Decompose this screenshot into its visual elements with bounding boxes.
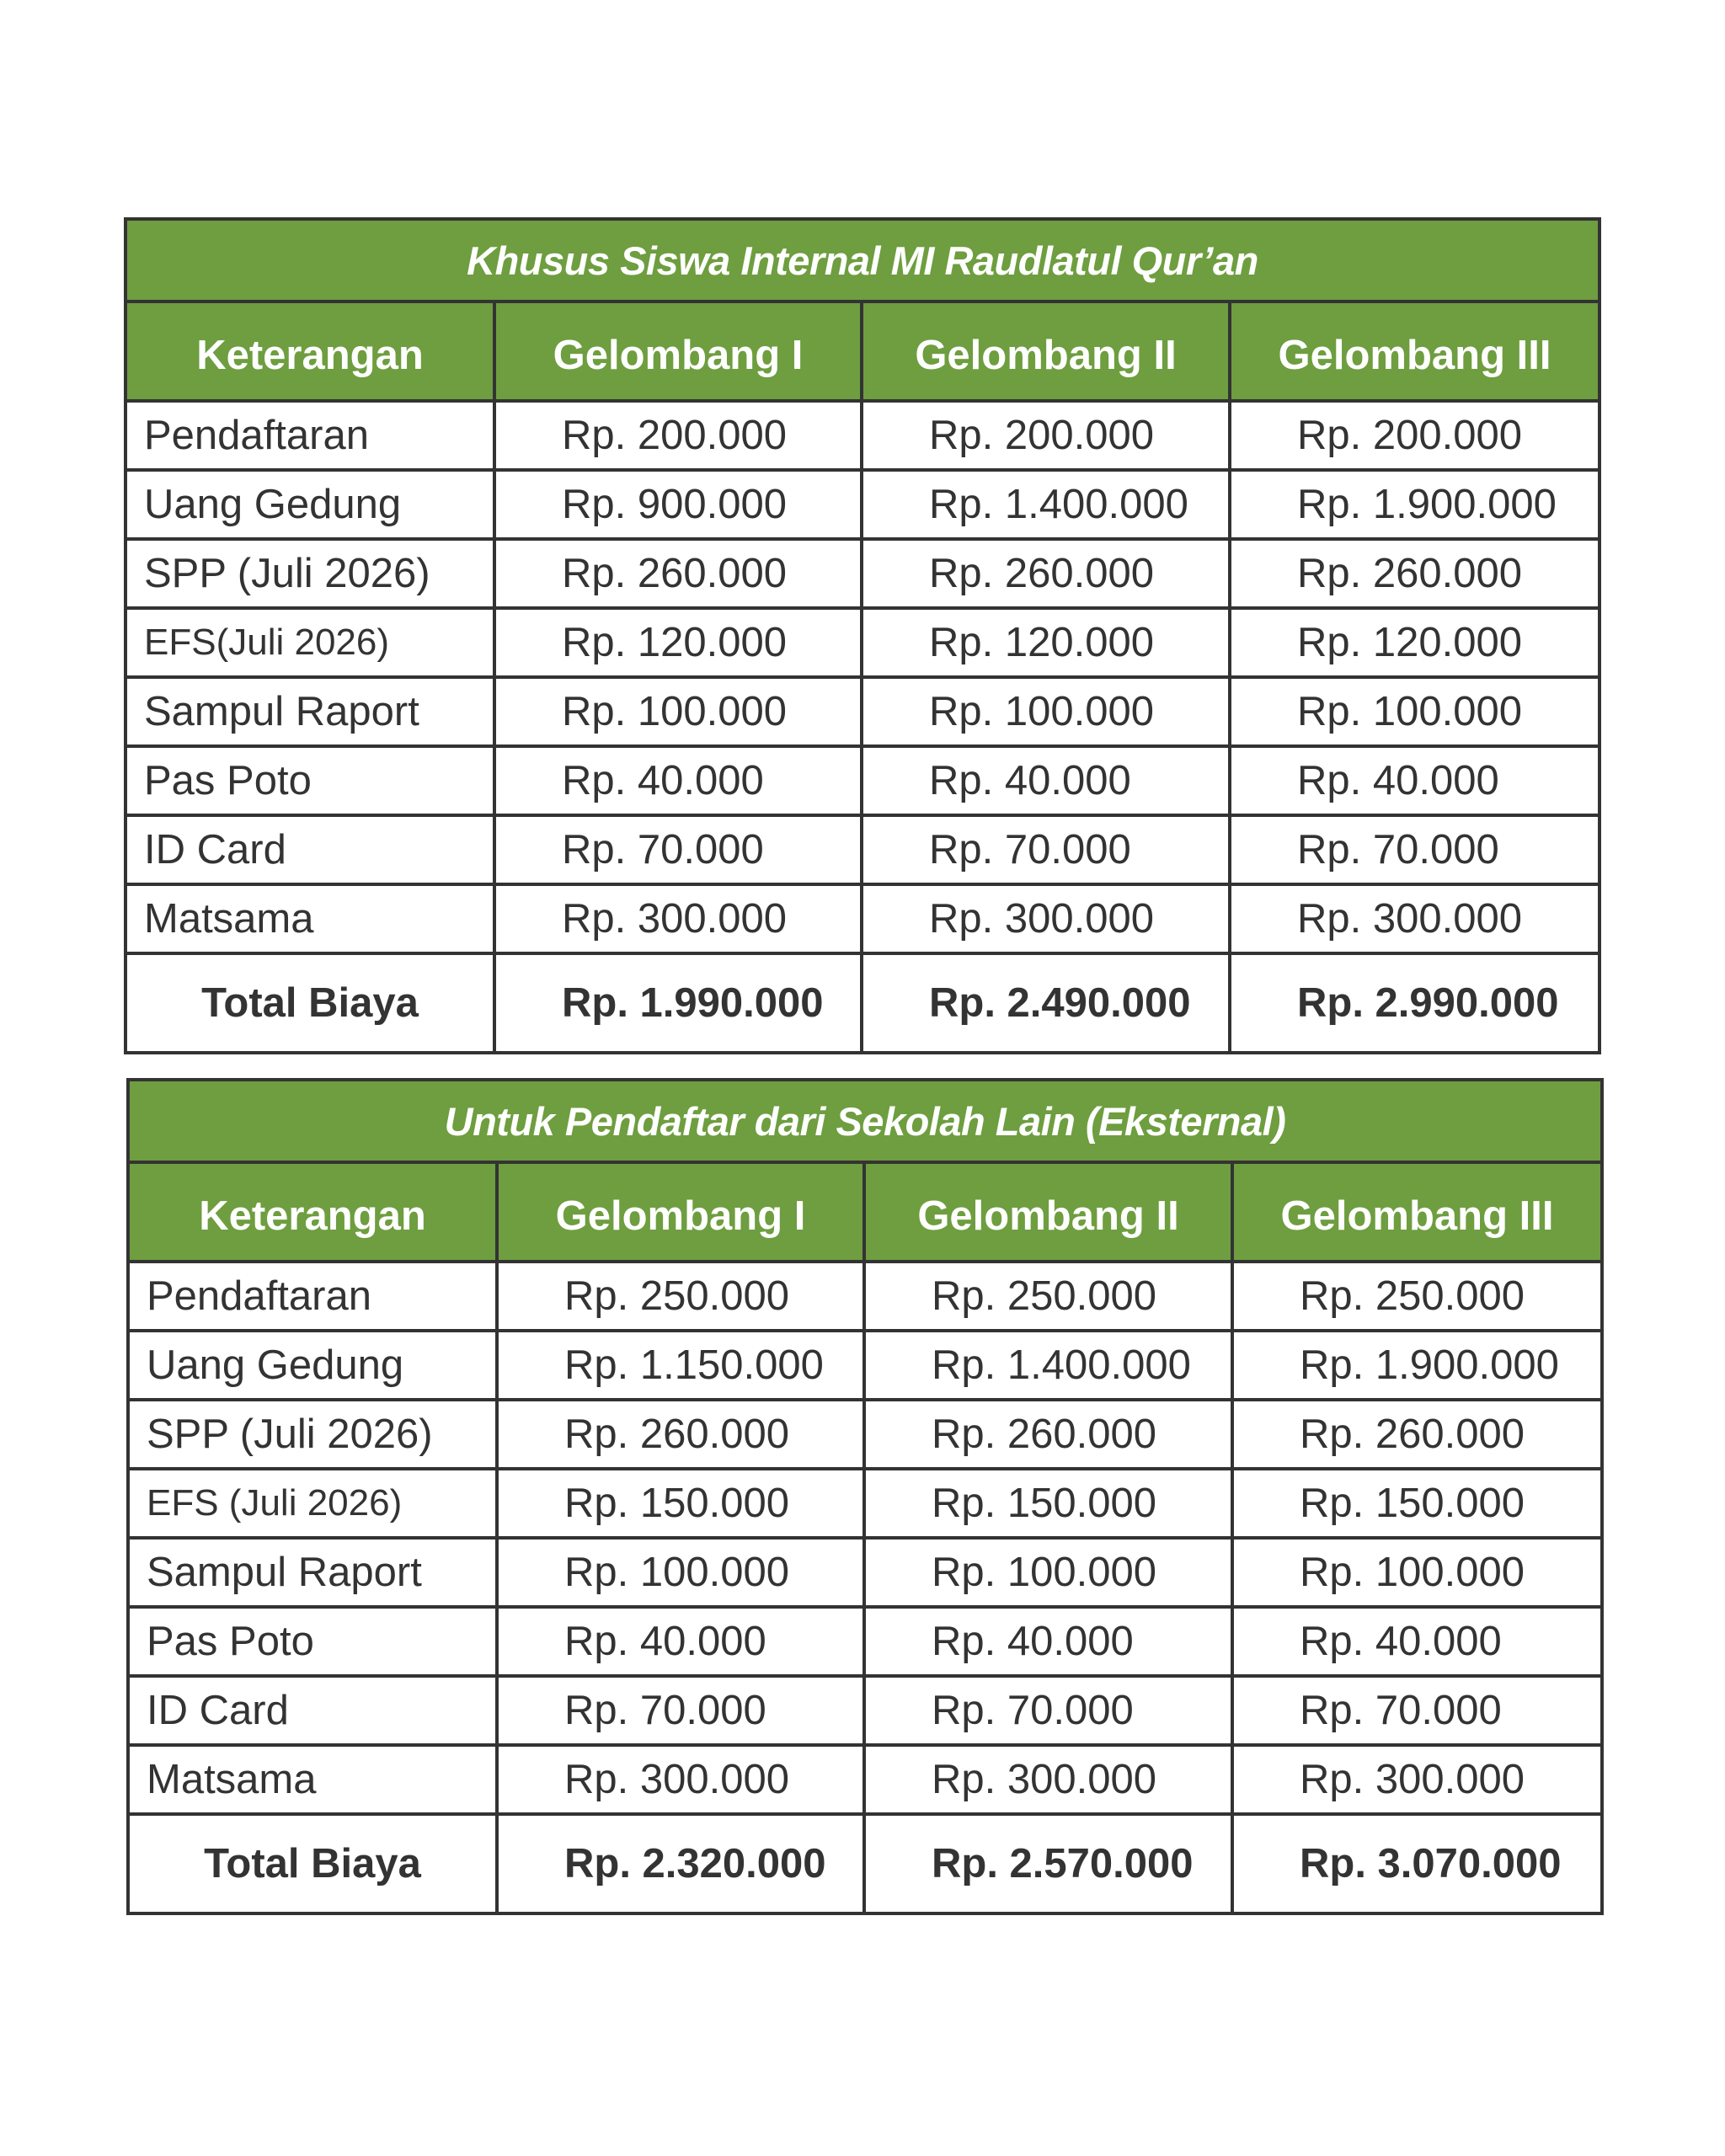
row-label: EFS(Juli 2026) [126,608,494,677]
row-label: SPP (Juli 2026) [128,1400,497,1469]
fee-cell: Rp. 100.000 [494,677,862,746]
fee-cell: Rp. 100.000 [862,677,1230,746]
fee-cell: Rp. 1.150.000 [497,1331,864,1400]
fee-cell: Rp. 200.000 [1230,401,1599,470]
fee-cell: Rp. 300.000 [497,1745,864,1814]
fee-cell: Rp. 900.000 [494,470,862,539]
fee-cell: Rp. 70.000 [497,1676,864,1745]
fee-cell: Rp. 150.000 [497,1469,864,1538]
column-header-gelombang-1: Gelombang I [494,302,862,401]
fee-cell: Rp. 120.000 [862,608,1230,677]
fee-cell: Rp. 150.000 [864,1469,1232,1538]
row-label: Pas Poto [128,1607,497,1676]
total-row [126,953,1599,1053]
table-row [126,677,1599,746]
fee-cell: Rp. 260.000 [864,1400,1232,1469]
total-cell: Rp. 2.990.000 [1230,953,1599,1053]
column-header-keterangan: Keterangan [126,302,494,401]
row-label: Pas Poto [126,746,494,815]
fee-cell: Rp. 260.000 [497,1400,864,1469]
column-header-gelombang-2: Gelombang II [862,302,1230,401]
table-title-row [128,1080,1602,1162]
fee-cell: Rp. 300.000 [1230,884,1599,953]
table-row [128,1676,1602,1745]
total-cell: Rp. 1.990.000 [494,953,862,1053]
table-row [128,1331,1602,1400]
fee-cell: Rp. 1.400.000 [862,470,1230,539]
table-title: Khusus Siswa Internal MI Raudlatul Qur’an [126,219,1599,302]
fee-cell: Rp. 120.000 [1230,608,1599,677]
total-cell: Rp. 2.490.000 [862,953,1230,1053]
row-label: Matsama [128,1745,497,1814]
table-row [126,746,1599,815]
total-label: Total Biaya [126,953,494,1053]
fee-cell: Rp. 70.000 [864,1676,1232,1745]
fee-cell: Rp. 200.000 [862,401,1230,470]
fee-cell: Rp. 100.000 [1230,677,1599,746]
column-header-gelombang-3: Gelombang III [1232,1162,1602,1262]
fee-cell: Rp. 120.000 [494,608,862,677]
row-label: Sampul Raport [128,1538,497,1607]
fee-cell: Rp. 100.000 [1232,1538,1602,1607]
table-row [126,884,1599,953]
total-label: Total Biaya [128,1814,497,1913]
column-header-row [126,302,1599,401]
row-label: Pendaftaran [128,1262,497,1331]
fee-cell: Rp. 40.000 [1230,746,1599,815]
table-row [128,1469,1602,1538]
fee-table-external [126,1078,1604,1915]
fee-cell: Rp. 300.000 [1232,1745,1602,1814]
column-header-gelombang-2: Gelombang II [864,1162,1232,1262]
row-label: Matsama [126,884,494,953]
column-header-row [128,1162,1602,1262]
table-row [128,1607,1602,1676]
table-row [128,1538,1602,1607]
fee-cell: Rp. 70.000 [1232,1676,1602,1745]
total-cell: Rp. 3.070.000 [1232,1814,1602,1913]
table-title: Untuk Pendaftar dari Sekolah Lain (Eksternal) [128,1080,1602,1162]
fee-cell: Rp. 300.000 [864,1745,1232,1814]
table-row [126,470,1599,539]
table-title-row [126,219,1599,302]
table-row [128,1400,1602,1469]
fee-cell: Rp. 100.000 [497,1538,864,1607]
table-row [128,1262,1602,1331]
fee-cell: Rp. 1.400.000 [864,1331,1232,1400]
fee-cell: Rp. 40.000 [864,1607,1232,1676]
fee-cell: Rp. 250.000 [864,1262,1232,1331]
table-row [126,539,1599,608]
row-label: Pendaftaran [126,401,494,470]
total-cell: Rp. 2.570.000 [864,1814,1232,1913]
row-label: EFS (Juli 2026) [128,1469,497,1538]
fee-table-internal [124,217,1601,1054]
table-row [128,1745,1602,1814]
fee-cell: Rp. 300.000 [862,884,1230,953]
fee-cell: Rp. 250.000 [1232,1262,1602,1331]
table-row [126,815,1599,884]
fee-cell: Rp. 260.000 [494,539,862,608]
row-label: ID Card [128,1676,497,1745]
table-row [126,401,1599,470]
column-header-keterangan: Keterangan [128,1162,497,1262]
row-label: Sampul Raport [126,677,494,746]
fee-cell: Rp. 40.000 [862,746,1230,815]
column-header-gelombang-3: Gelombang III [1230,302,1599,401]
fee-cell: Rp. 260.000 [1232,1400,1602,1469]
total-row [128,1814,1602,1913]
fee-cell: Rp. 70.000 [494,815,862,884]
fee-cell: Rp. 70.000 [862,815,1230,884]
fee-cell: Rp. 260.000 [1230,539,1599,608]
row-label: Uang Gedung [126,470,494,539]
fee-cell: Rp. 150.000 [1232,1469,1602,1538]
fee-cell: Rp. 1.900.000 [1232,1331,1602,1400]
total-cell: Rp. 2.320.000 [497,1814,864,1913]
row-label: SPP (Juli 2026) [126,539,494,608]
fee-cell: Rp. 70.000 [1230,815,1599,884]
table-row [126,608,1599,677]
fee-cell: Rp. 250.000 [497,1262,864,1331]
fee-cell: Rp. 40.000 [1232,1607,1602,1676]
fee-cell: Rp. 1.900.000 [1230,470,1599,539]
row-label: ID Card [126,815,494,884]
fee-cell: Rp. 40.000 [497,1607,864,1676]
fee-cell: Rp. 260.000 [862,539,1230,608]
fee-cell: Rp. 40.000 [494,746,862,815]
fee-cell: Rp. 100.000 [864,1538,1232,1607]
fee-cell: Rp. 300.000 [494,884,862,953]
row-label: Uang Gedung [128,1331,497,1400]
fee-cell: Rp. 200.000 [494,401,862,470]
column-header-gelombang-1: Gelombang I [497,1162,864,1262]
